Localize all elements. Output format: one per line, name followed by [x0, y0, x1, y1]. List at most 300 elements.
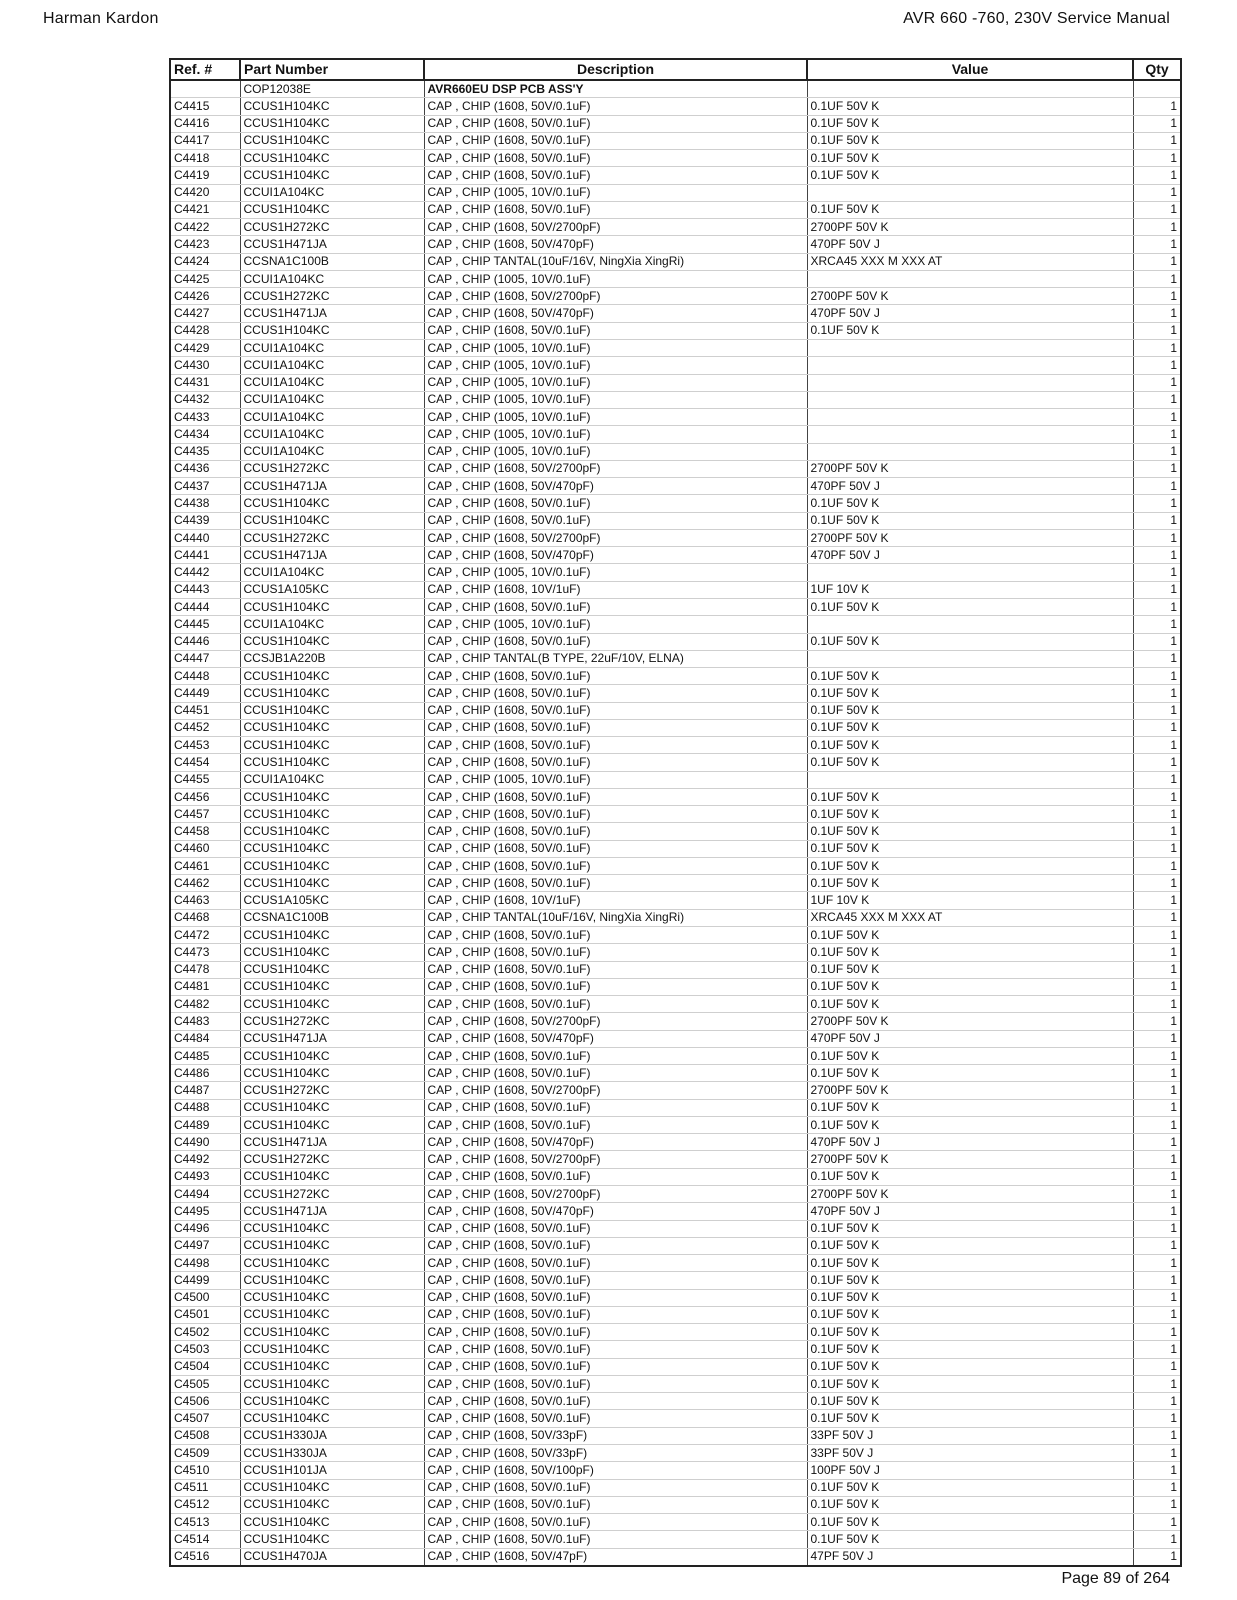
cell-description: CAP , CHIP (1608, 50V/0.1uF) [424, 737, 807, 754]
cell-value: 0.1UF 50V K [807, 1324, 1133, 1341]
cell-value: 0.1UF 50V K [807, 512, 1133, 529]
cell-qty: 1 [1133, 270, 1181, 287]
cell-description: CAP , CHIP (1608, 50V/2700pF) [424, 288, 807, 305]
table-row [170, 460, 1181, 477]
cell-ref: C4512 [170, 1496, 240, 1513]
cell-ref: C4482 [170, 996, 240, 1013]
cell-qty: 1 [1133, 564, 1181, 581]
cell-qty: 1 [1133, 1134, 1181, 1151]
cell-qty: 1 [1133, 1548, 1181, 1566]
cell-qty: 1 [1133, 98, 1181, 115]
cell-value [807, 374, 1133, 391]
cell-ref: C4445 [170, 616, 240, 633]
cell-ref: C4504 [170, 1358, 240, 1375]
cell-qty: 1 [1133, 909, 1181, 926]
cell-value: 0.1UF 50V K [807, 788, 1133, 805]
table-row [170, 598, 1181, 615]
table-row [170, 996, 1181, 1013]
cell-ref: C4457 [170, 806, 240, 823]
cell-value: 0.1UF 50V K [807, 495, 1133, 512]
cell-ref: C4424 [170, 253, 240, 270]
table-row [170, 1548, 1181, 1566]
cell-ref: C4498 [170, 1255, 240, 1272]
cell-description: CAP , CHIP (1005, 10V/0.1uF) [424, 270, 807, 287]
cell-ref: C4425 [170, 270, 240, 287]
cell-qty: 1 [1133, 426, 1181, 443]
cell-part-number: CCSNA1C100B [240, 909, 424, 926]
cell-value [807, 409, 1133, 426]
cell-value: 0.1UF 50V K [807, 1410, 1133, 1427]
cell-part-number: CCUS1H104KC [240, 857, 424, 874]
cell-qty: 1 [1133, 719, 1181, 736]
cell-ref: C4429 [170, 339, 240, 356]
table-row [170, 270, 1181, 287]
cell-ref: C4441 [170, 547, 240, 564]
cell-ref: C4456 [170, 788, 240, 805]
cell-description: CAP , CHIP (1005, 10V/0.1uF) [424, 409, 807, 426]
cell-part-number: CCUS1H471JA [240, 305, 424, 322]
cell-part-number: CCUI1A104KC [240, 409, 424, 426]
table-row [170, 322, 1181, 339]
cell-description: CAP , CHIP (1608, 50V/2700pF) [424, 1151, 807, 1168]
cell-ref: C4502 [170, 1324, 240, 1341]
cell-qty: 1 [1133, 1220, 1181, 1237]
cell-qty: 1 [1133, 478, 1181, 495]
cell-value: 0.1UF 50V K [807, 1065, 1133, 1082]
cell-ref: C4422 [170, 219, 240, 236]
cell-qty: 1 [1133, 1341, 1181, 1358]
table-row [170, 1116, 1181, 1133]
cell-ref: C4478 [170, 961, 240, 978]
table-row [170, 823, 1181, 840]
cell-value: 470PF 50V J [807, 547, 1133, 564]
table-row [170, 1013, 1181, 1030]
assembly-row [170, 80, 1181, 98]
cell-description: CAP , CHIP (1608, 50V/0.1uF) [424, 857, 807, 874]
cell-description: CAP , CHIP (1608, 50V/470pF) [424, 1134, 807, 1151]
cell-qty: 1 [1133, 737, 1181, 754]
cell-value: 0.1UF 50V K [807, 1531, 1133, 1548]
table-row [170, 115, 1181, 132]
table-row [170, 806, 1181, 823]
cell-description: CAP , CHIP (1608, 50V/0.1uF) [424, 702, 807, 719]
cell-ref: C4419 [170, 167, 240, 184]
cell-qty: 1 [1133, 927, 1181, 944]
cell-part-number: COP12038E [240, 80, 424, 98]
column-header-part-number: Part Number [240, 59, 424, 80]
cell-qty: 1 [1133, 857, 1181, 874]
cell-qty: 1 [1133, 806, 1181, 823]
cell-ref: C4415 [170, 98, 240, 115]
cell-qty: 1 [1133, 1065, 1181, 1082]
table-row [170, 927, 1181, 944]
table-row [170, 1444, 1181, 1461]
cell-part-number: CCUS1H104KC [240, 1116, 424, 1133]
cell-qty: 1 [1133, 788, 1181, 805]
cell-part-number: CCUS1H104KC [240, 1272, 424, 1289]
cell-description: CAP , CHIP (1608, 50V/100pF) [424, 1462, 807, 1479]
cell-ref: C4499 [170, 1272, 240, 1289]
cell-description: CAP , CHIP (1608, 50V/2700pF) [424, 529, 807, 546]
table-row [170, 1496, 1181, 1513]
cell-qty: 1 [1133, 1168, 1181, 1185]
cell-description: CAP , CHIP (1608, 50V/2700pF) [424, 219, 807, 236]
cell-value: 0.1UF 50V K [807, 961, 1133, 978]
cell-qty: 1 [1133, 529, 1181, 546]
cell-qty: 1 [1133, 1358, 1181, 1375]
table-row [170, 1324, 1181, 1341]
cell-description: CAP , CHIP (1608, 50V/0.1uF) [424, 1306, 807, 1323]
cell-value: 0.1UF 50V K [807, 1306, 1133, 1323]
cell-ref: C4490 [170, 1134, 240, 1151]
cell-ref: C4437 [170, 478, 240, 495]
cell-description: CAP , CHIP (1005, 10V/0.1uF) [424, 339, 807, 356]
cell-qty: 1 [1133, 219, 1181, 236]
cell-value: 0.1UF 50V K [807, 806, 1133, 823]
cell-description: CAP , CHIP (1608, 50V/0.1uF) [424, 806, 807, 823]
cell-qty: 1 [1133, 1375, 1181, 1392]
table-row [170, 1030, 1181, 1047]
cell-description: CAP , CHIP (1608, 50V/0.1uF) [424, 1237, 807, 1254]
table-row [170, 1047, 1181, 1064]
table-row [170, 1186, 1181, 1203]
cell-ref: C4458 [170, 823, 240, 840]
cell-qty: 1 [1133, 1082, 1181, 1099]
cell-description: CAP , CHIP (1005, 10V/0.1uF) [424, 443, 807, 460]
cell-description: CAP , CHIP (1608, 50V/470pF) [424, 547, 807, 564]
cell-qty: 1 [1133, 668, 1181, 685]
cell-qty: 1 [1133, 702, 1181, 719]
cell-part-number: CCUS1H272KC [240, 460, 424, 477]
table-row [170, 1531, 1181, 1548]
cell-qty: 1 [1133, 961, 1181, 978]
cell-part-number: CCUI1A104KC [240, 184, 424, 201]
table-row [170, 1168, 1181, 1185]
cell-part-number: CCUS1H272KC [240, 1082, 424, 1099]
cell-part-number: CCUS1H272KC [240, 1013, 424, 1030]
cell-description: CAP , CHIP TANTAL(B TYPE, 22uF/10V, ELNA) [424, 650, 807, 667]
cell-value [807, 564, 1133, 581]
cell-description: CAP , CHIP (1608, 50V/0.1uF) [424, 322, 807, 339]
cell-description: CAP , CHIP (1608, 50V/0.1uF) [424, 1393, 807, 1410]
table-row [170, 754, 1181, 771]
table-row [170, 339, 1181, 356]
cell-ref: C4430 [170, 357, 240, 374]
cell-value: 0.1UF 50V K [807, 98, 1133, 115]
cell-ref: C4508 [170, 1427, 240, 1444]
cell-ref: C4454 [170, 754, 240, 771]
cell-description: CAP , CHIP (1608, 50V/0.1uF) [424, 1410, 807, 1427]
cell-description: CAP , CHIP (1608, 50V/33pF) [424, 1427, 807, 1444]
cell-ref: C4418 [170, 150, 240, 167]
cell-value: 0.1UF 50V K [807, 201, 1133, 218]
cell-qty: 1 [1133, 391, 1181, 408]
cell-ref: C4493 [170, 1168, 240, 1185]
cell-qty: 1 [1133, 115, 1181, 132]
cell-value: 0.1UF 50V K [807, 1237, 1133, 1254]
table-row [170, 1375, 1181, 1392]
cell-qty: 1 [1133, 443, 1181, 460]
table-row [170, 529, 1181, 546]
table-row [170, 443, 1181, 460]
cell-part-number: CCUI1A104KC [240, 391, 424, 408]
cell-value: 2700PF 50V K [807, 1082, 1133, 1099]
cell-value: 1UF 10V K [807, 581, 1133, 598]
cell-value: 0.1UF 50V K [807, 1479, 1133, 1496]
cell-description: CAP , CHIP (1608, 50V/0.1uF) [424, 1220, 807, 1237]
cell-qty: 1 [1133, 409, 1181, 426]
cell-qty: 1 [1133, 1462, 1181, 1479]
cell-qty: 1 [1133, 892, 1181, 909]
table-row [170, 1203, 1181, 1220]
cell-description: CAP , CHIP (1608, 50V/0.1uF) [424, 996, 807, 1013]
cell-part-number: CCUS1H104KC [240, 668, 424, 685]
cell-qty: 1 [1133, 1151, 1181, 1168]
cell-description: CAP , CHIP (1005, 10V/0.1uF) [424, 184, 807, 201]
cell-ref: C4432 [170, 391, 240, 408]
cell-value: 0.1UF 50V K [807, 875, 1133, 892]
cell-ref: C4500 [170, 1289, 240, 1306]
cell-description: CAP , CHIP TANTAL(10uF/16V, NingXia XingRi) [424, 909, 807, 926]
cell-part-number: CCUS1H104KC [240, 1410, 424, 1427]
cell-part-number: CCUS1H104KC [240, 927, 424, 944]
cell-part-number: CCUS1H470JA [240, 1548, 424, 1566]
cell-value: 0.1UF 50V K [807, 1341, 1133, 1358]
cell-value: 0.1UF 50V K [807, 719, 1133, 736]
table-row [170, 875, 1181, 892]
cell-ref: C4446 [170, 633, 240, 650]
cell-description: CAP , CHIP (1608, 50V/0.1uF) [424, 1168, 807, 1185]
cell-ref: C4444 [170, 598, 240, 615]
cell-ref: C4492 [170, 1151, 240, 1168]
cell-ref: C4426 [170, 288, 240, 305]
table-row [170, 857, 1181, 874]
table-row [170, 719, 1181, 736]
cell-qty: 1 [1133, 823, 1181, 840]
cell-qty: 1 [1133, 1410, 1181, 1427]
cell-ref: C4420 [170, 184, 240, 201]
cell-description: CAP , CHIP (1608, 50V/0.1uF) [424, 823, 807, 840]
cell-value: 0.1UF 50V K [807, 668, 1133, 685]
cell-qty: 1 [1133, 1237, 1181, 1254]
cell-ref: C4481 [170, 978, 240, 995]
cell-value: 0.1UF 50V K [807, 823, 1133, 840]
cell-qty: 1 [1133, 132, 1181, 149]
cell-value [807, 80, 1133, 98]
cell-description: CAP , CHIP (1608, 50V/0.1uF) [424, 1289, 807, 1306]
cell-ref: C4513 [170, 1514, 240, 1531]
cell-value: 0.1UF 50V K [807, 150, 1133, 167]
cell-description: CAP , CHIP (1608, 50V/0.1uF) [424, 1341, 807, 1358]
table-row [170, 1289, 1181, 1306]
cell-part-number: CCUS1H471JA [240, 236, 424, 253]
cell-value: 0.1UF 50V K [807, 598, 1133, 615]
cell-part-number: CCUS1H272KC [240, 529, 424, 546]
cell-value: 0.1UF 50V K [807, 1496, 1133, 1513]
cell-value [807, 184, 1133, 201]
cell-description: CAP , CHIP TANTAL(10uF/16V, NingXia XingRi) [424, 253, 807, 270]
cell-description: CAP , CHIP (1608, 50V/0.1uF) [424, 788, 807, 805]
cell-ref: C4511 [170, 1479, 240, 1496]
cell-description: CAP , CHIP (1608, 50V/2700pF) [424, 1186, 807, 1203]
cell-description: CAP , CHIP (1608, 50V/0.1uF) [424, 132, 807, 149]
cell-ref: C4494 [170, 1186, 240, 1203]
cell-value: 0.1UF 50V K [807, 1289, 1133, 1306]
cell-value: 0.1UF 50V K [807, 754, 1133, 771]
cell-qty: 1 [1133, 875, 1181, 892]
cell-value: 0.1UF 50V K [807, 685, 1133, 702]
cell-value [807, 616, 1133, 633]
table-row [170, 1237, 1181, 1254]
cell-description: CAP , CHIP (1608, 50V/0.1uF) [424, 167, 807, 184]
cell-value: 2700PF 50V K [807, 288, 1133, 305]
cell-description: CAP , CHIP (1608, 50V/470pF) [424, 1030, 807, 1047]
table-row [170, 788, 1181, 805]
cell-ref: C4483 [170, 1013, 240, 1030]
cell-description: CAP , CHIP (1608, 50V/2700pF) [424, 460, 807, 477]
cell-ref: C4448 [170, 668, 240, 685]
cell-qty: 1 [1133, 1306, 1181, 1323]
cell-description: CAP , CHIP (1608, 50V/33pF) [424, 1444, 807, 1461]
cell-part-number: CCUS1H104KC [240, 1065, 424, 1082]
cell-part-number: CCUS1H104KC [240, 495, 424, 512]
cell-part-number: CCUS1H104KC [240, 1306, 424, 1323]
cell-value [807, 650, 1133, 667]
cell-value: 2700PF 50V K [807, 1013, 1133, 1030]
cell-value: 0.1UF 50V K [807, 167, 1133, 184]
cell-qty: 1 [1133, 1496, 1181, 1513]
cell-qty: 1 [1133, 598, 1181, 615]
cell-ref: C4442 [170, 564, 240, 581]
cell-value: XRCA45 XXX M XXX AT [807, 253, 1133, 270]
cell-ref: C4423 [170, 236, 240, 253]
cell-ref: C4431 [170, 374, 240, 391]
cell-part-number: CCUS1H104KC [240, 685, 424, 702]
cell-qty: 1 [1133, 374, 1181, 391]
cell-value: 0.1UF 50V K [807, 1255, 1133, 1272]
cell-ref: C4462 [170, 875, 240, 892]
cell-ref: C4449 [170, 685, 240, 702]
cell-ref: C4463 [170, 892, 240, 909]
cell-ref: C4472 [170, 927, 240, 944]
cell-value: 470PF 50V J [807, 1203, 1133, 1220]
cell-value: 0.1UF 50V K [807, 1272, 1133, 1289]
cell-qty: 1 [1133, 236, 1181, 253]
cell-part-number: CCUI1A104KC [240, 270, 424, 287]
cell-ref: C4427 [170, 305, 240, 322]
cell-ref: C4495 [170, 1203, 240, 1220]
table-row [170, 616, 1181, 633]
cell-part-number: CCUS1H104KC [240, 737, 424, 754]
cell-ref: C4435 [170, 443, 240, 460]
table-row [170, 150, 1181, 167]
cell-description: CAP , CHIP (1608, 50V/0.1uF) [424, 1047, 807, 1064]
cell-qty: 1 [1133, 1479, 1181, 1496]
table-row [170, 253, 1181, 270]
cell-description: CAP , CHIP (1005, 10V/0.1uF) [424, 426, 807, 443]
cell-qty: 1 [1133, 1047, 1181, 1064]
cell-value: 0.1UF 50V K [807, 978, 1133, 995]
cell-ref: C4460 [170, 840, 240, 857]
cell-description: CAP , CHIP (1608, 50V/0.1uF) [424, 98, 807, 115]
cell-part-number: CCUI1A104KC [240, 357, 424, 374]
cell-description: CAP , CHIP (1608, 10V/1uF) [424, 581, 807, 598]
table-row [170, 547, 1181, 564]
cell-part-number: CCUS1H104KC [240, 1375, 424, 1392]
table-row [170, 512, 1181, 529]
table-row [170, 1099, 1181, 1116]
cell-part-number: CCUS1H330JA [240, 1444, 424, 1461]
cell-qty: 1 [1133, 1255, 1181, 1272]
cell-ref: C4507 [170, 1410, 240, 1427]
cell-ref: C4421 [170, 201, 240, 218]
cell-description: CAP , CHIP (1608, 50V/0.1uF) [424, 840, 807, 857]
cell-ref: C4516 [170, 1548, 240, 1566]
cell-ref: C4473 [170, 944, 240, 961]
table-row [170, 1462, 1181, 1479]
table-row [170, 1393, 1181, 1410]
table-row [170, 1065, 1181, 1082]
cell-value: 0.1UF 50V K [807, 633, 1133, 650]
table-row [170, 685, 1181, 702]
cell-description: CAP , CHIP (1608, 50V/0.1uF) [424, 944, 807, 961]
cell-value: 0.1UF 50V K [807, 737, 1133, 754]
cell-part-number: CCUS1H104KC [240, 1324, 424, 1341]
cell-qty: 1 [1133, 1393, 1181, 1410]
cell-qty: 1 [1133, 771, 1181, 788]
cell-part-number: CCUS1H104KC [240, 512, 424, 529]
cell-ref: C4488 [170, 1099, 240, 1116]
cell-value: 0.1UF 50V K [807, 132, 1133, 149]
table-row [170, 201, 1181, 218]
page-number: Page 89 of 264 [1061, 1570, 1170, 1587]
cell-value: 0.1UF 50V K [807, 702, 1133, 719]
table-row [170, 426, 1181, 443]
cell-part-number: CCUS1H104KC [240, 754, 424, 771]
cell-value: 0.1UF 50V K [807, 1220, 1133, 1237]
cell-qty: 1 [1133, 512, 1181, 529]
cell-part-number: CCUS1H104KC [240, 598, 424, 615]
cell-description: CAP , CHIP (1608, 50V/0.1uF) [424, 719, 807, 736]
cell-description: CAP , CHIP (1608, 50V/0.1uF) [424, 512, 807, 529]
cell-ref: C4416 [170, 115, 240, 132]
cell-description: CAP , CHIP (1608, 50V/0.1uF) [424, 598, 807, 615]
cell-ref: C4505 [170, 1375, 240, 1392]
header-brand: Harman Kardon [43, 10, 159, 27]
cell-ref: C4434 [170, 426, 240, 443]
cell-qty: 1 [1133, 357, 1181, 374]
table-row [170, 1151, 1181, 1168]
table-row [170, 1514, 1181, 1531]
table-row [170, 1082, 1181, 1099]
table-row [170, 1427, 1181, 1444]
cell-part-number: CCUS1H272KC [240, 1186, 424, 1203]
cell-description: CAP , CHIP (1608, 50V/0.1uF) [424, 1496, 807, 1513]
cell-description: CAP , CHIP (1005, 10V/0.1uF) [424, 357, 807, 374]
cell-description: CAP , CHIP (1608, 50V/0.1uF) [424, 495, 807, 512]
table-row [170, 1341, 1181, 1358]
cell-value: 0.1UF 50V K [807, 1375, 1133, 1392]
column-header-value: Value [807, 59, 1133, 80]
cell-description: CAP , CHIP (1608, 50V/0.1uF) [424, 1272, 807, 1289]
cell-value: 47PF 50V J [807, 1548, 1133, 1566]
column-header-qty: Qty [1133, 59, 1181, 80]
cell-ref: C4503 [170, 1341, 240, 1358]
cell-value [807, 391, 1133, 408]
cell-ref: C4438 [170, 495, 240, 512]
cell-part-number: CCUS1H104KC [240, 150, 424, 167]
cell-value: 2700PF 50V K [807, 460, 1133, 477]
